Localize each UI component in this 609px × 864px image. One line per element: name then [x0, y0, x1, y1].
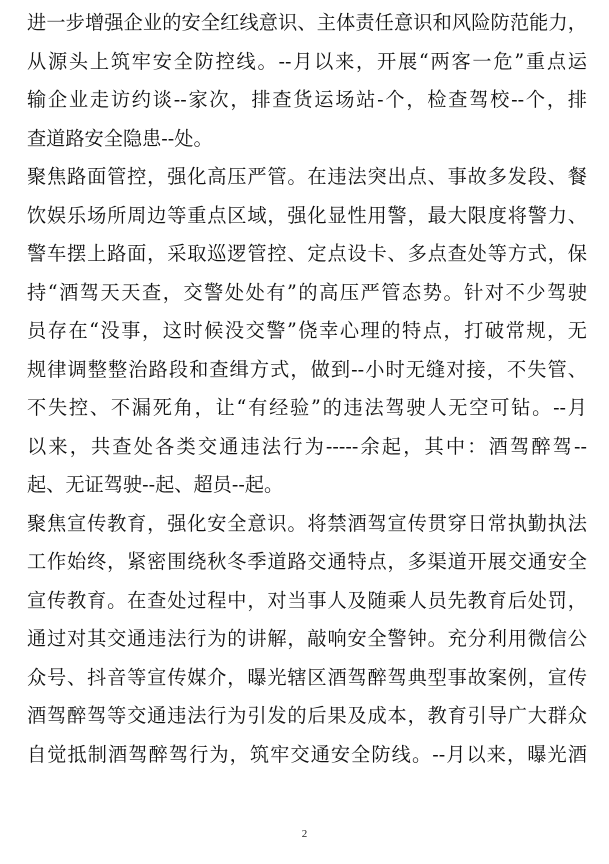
text-line: 以来，共查处各类交通违法行为-----余起，其中：酒驾醉驾-- — [27, 434, 587, 458]
body-text — [27, 4, 587, 774]
text-line: 众号、抖音等宣传媒介，曝光辖区酒驾醉驾典型事故案例，宣传 — [27, 665, 587, 689]
text-line: 饮娱乐场所周边等重点区域，强化显性用警，最大限度将警力、 — [27, 203, 587, 227]
text-line: 自觉抵制酒驾醉驾行为，筑牢交通安全防线。--月以来，曝光酒 — [27, 742, 587, 766]
text-line: 聚焦路面管控，强化高压严管。在违法突出点、事故多发段、餐 — [27, 165, 587, 188]
text-line: 通过对其交通违法行为的讲解，敲响安全警钟。充分利用微信公 — [27, 627, 587, 650]
text-line: 从源头上筑牢安全防控线。--月以来，开展“两客一危”重点运 — [27, 49, 587, 73]
text-line: 聚焦宣传教育，强化安全意识。将禁酒驾宣传贯穿日常执勤执法 — [27, 511, 587, 535]
page-number: 2 — [301, 828, 308, 840]
text-line: 警车摆上路面，采取巡逻管控、定点设卡、多点查处等方式，保 — [27, 242, 587, 265]
text-line: 查道路安全隐患--处。 — [27, 126, 213, 150]
text-line: 规律调整整治路段和查缉方式，做到--小时无缝对接，不失管、 — [27, 357, 587, 381]
text-line: 酒驾醉驾等交通违法行为引发的后果及成本，教育引导广大群众 — [27, 704, 587, 727]
text-line: 工作始终，紧密围绕秋冬季道路交通特点，多渠道开展交通安全 — [27, 550, 587, 573]
text-line: 进一步增强企业的安全红线意识、主体责任意识和风险防范能力， — [27, 11, 587, 34]
text-line: 起、无证驾驶--起、超员--起。 — [27, 473, 284, 496]
text-line: 宣传教育。在查处过程中，对当事人及随乘人员先教育后处罚， — [27, 588, 587, 612]
text-line: 不失控、不漏死角，让“有经验”的违法驾驶人无空可钻。--月 — [27, 396, 587, 419]
text-line: 持“酒驾天天查，交警处处有”的高压严管态势。针对不少驾驶 — [27, 280, 587, 304]
text-line: 输企业走访约谈--家次，排查货运场站-个，检查驾校--个，排 — [27, 88, 587, 111]
text-line: 员存在“没事，这时候没交警”侥幸心理的特点，打破常规，无 — [27, 319, 587, 342]
